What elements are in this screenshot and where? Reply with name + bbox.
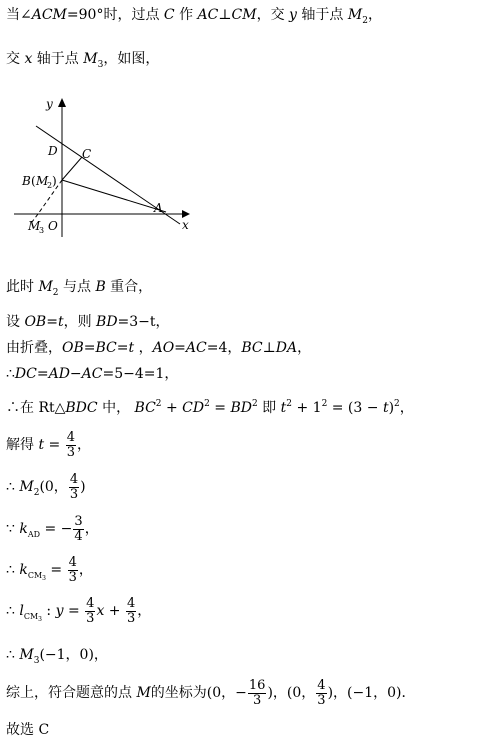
text-run: ， <box>137 603 152 619</box>
text-line-1 <box>6 6 382 30</box>
text-run: = <box>209 400 231 416</box>
subscript: CM <box>23 612 39 621</box>
text-run: 当∠ <box>6 7 32 23</box>
text-run: : <box>41 603 56 619</box>
text-run: ∴ <box>6 479 20 495</box>
text-run: 与点 <box>58 279 96 295</box>
subscript: 3 <box>33 656 40 666</box>
x-axis-arrow <box>182 210 190 218</box>
fraction <box>69 473 79 502</box>
superscript: 2 <box>286 399 293 409</box>
label-y: y <box>46 97 53 111</box>
fraction <box>126 597 136 626</box>
text-run: ∴ <box>6 647 20 663</box>
text-run: (0， <box>39 479 68 495</box>
text-run: ∴ <box>6 562 20 578</box>
fraction-denominator: 3 <box>68 569 77 585</box>
label-O: O <box>48 219 58 233</box>
text-line-9 <box>6 472 86 508</box>
subscript: 3 <box>97 60 104 70</box>
label-paren-close: ) <box>52 174 57 188</box>
fraction-numerator: 4 <box>86 595 95 611</box>
text-line-7 <box>6 395 414 417</box>
text-run: 即 <box>257 400 281 416</box>
label-B: B <box>22 174 31 188</box>
label-A: A <box>154 201 163 215</box>
fraction-numerator: 4 <box>68 554 77 570</box>
text-run: + 1 <box>292 400 322 416</box>
label-M2: M <box>36 174 49 188</box>
text-run: ∴ <box>6 366 15 382</box>
text-run: ， <box>367 7 382 23</box>
subscript: CM <box>27 571 43 580</box>
text-run: )，(0， <box>267 685 316 701</box>
subscript: 2 <box>362 16 368 26</box>
text-run: = <box>63 603 85 619</box>
text-run: 此时 <box>6 279 39 295</box>
text-line-13 <box>6 646 108 670</box>
text-run: M <box>38 279 53 295</box>
text-run: ， <box>134 340 153 356</box>
text-run: = (3 − <box>327 400 383 416</box>
text-run: y <box>289 7 297 23</box>
superscript: 2 <box>155 399 162 409</box>
label-x: x <box>182 218 189 232</box>
text-run: BD <box>96 314 118 330</box>
text-run: ∴ <box>6 603 20 619</box>
text-run: BD <box>230 400 252 416</box>
label-paren-open: ( <box>31 174 36 188</box>
text-run: x <box>96 603 105 619</box>
text-run: OB=BC=t <box>62 340 135 356</box>
fraction-denominator: 3 <box>127 610 136 626</box>
text-run: 解得 <box>6 437 39 453</box>
superscript: 2 <box>204 399 210 409</box>
text-line-4 <box>6 313 170 331</box>
fraction-denominator: 3 <box>66 444 76 460</box>
fraction <box>68 556 78 585</box>
text-run: ， <box>297 340 312 356</box>
fraction-denominator: 3 <box>69 486 79 502</box>
fraction-numerator: 4 <box>69 471 79 487</box>
fraction-numerator: 16 <box>248 677 266 693</box>
superscript: 2 <box>394 399 400 409</box>
text-run: ， <box>84 521 99 537</box>
text-run: 综上，符合题意的点 <box>6 685 137 701</box>
text-run: DC=AD−AC <box>14 366 103 382</box>
text-run: =3−t， <box>117 314 170 330</box>
fraction-numerator: 3 <box>74 513 83 529</box>
subscript: 2 <box>33 488 40 498</box>
label-M3-sub: 3 <box>39 226 45 235</box>
text-run: ∵ <box>6 521 20 537</box>
fraction-numerator: 4 <box>66 429 76 445</box>
fraction-numerator: 4 <box>317 677 326 693</box>
text-run: k <box>19 521 28 537</box>
text-line-11 <box>6 555 93 594</box>
subscript: AD <box>27 530 41 539</box>
text-run: x <box>24 51 33 67</box>
text-line-15 <box>6 721 49 739</box>
subscript: 3 <box>42 575 46 582</box>
text-run: M <box>19 647 34 663</box>
text-run: 轴于点 <box>32 51 84 67</box>
fraction <box>85 597 95 626</box>
label-D: D <box>48 144 58 158</box>
subscript: 2 <box>52 288 59 298</box>
segment-BC <box>62 157 82 180</box>
text-line-5 <box>6 339 311 357</box>
text-run: (0，− <box>206 685 247 701</box>
text-run: = <box>44 437 65 453</box>
fraction-numerator: 4 <box>127 595 136 611</box>
fraction <box>316 679 326 708</box>
label-M3: M <box>28 219 41 233</box>
text-run: ACM <box>31 7 67 23</box>
label-M2-sub: 2 <box>47 181 53 190</box>
text-run: + <box>104 603 125 619</box>
text-run: t <box>382 400 389 416</box>
text-run: 轴于点 <box>296 7 348 23</box>
text-run: =90°时，过点 <box>66 7 164 23</box>
text-run: ，则 <box>63 314 97 330</box>
text-run: M <box>83 51 98 67</box>
text-run: AC <box>197 7 219 23</box>
text-run: M <box>347 7 363 23</box>
text-run: ⊥ <box>262 340 276 356</box>
text-run: ， <box>399 400 414 416</box>
text-run: =4， <box>206 340 242 356</box>
fraction-denominator: 3 <box>317 692 326 708</box>
text-line-10 <box>6 514 99 550</box>
superscript: 2 <box>252 399 258 409</box>
text-run: 中， <box>97 400 135 416</box>
text-run: OB=t <box>24 314 64 330</box>
text-run: t <box>38 437 45 453</box>
text-run: l <box>19 603 24 619</box>
fraction <box>248 679 267 708</box>
text-run: CM <box>231 7 257 23</box>
fraction <box>73 515 83 544</box>
text-run: ，交 <box>256 7 290 23</box>
text-run: ) <box>80 479 86 495</box>
text-run: = <box>45 562 67 578</box>
geometry-figure <box>10 92 210 242</box>
text-line-6 <box>6 365 178 383</box>
text-run: AO=AC <box>152 340 207 356</box>
text-run: t <box>280 400 287 416</box>
text-run: BDC <box>65 400 98 416</box>
subscript: 3 <box>38 616 42 623</box>
segment-BA <box>62 180 166 212</box>
text-run: 故选 C <box>6 722 50 738</box>
text-run: 重合， <box>105 279 153 295</box>
text-run: ) <box>388 400 395 416</box>
text-run: y <box>55 603 64 619</box>
text-run: )，(−1，0)． <box>327 685 416 701</box>
text-run: ，如图， <box>103 51 160 67</box>
text-run: (−1，0)， <box>39 647 108 663</box>
text-run: M <box>136 685 151 701</box>
text-run: BC <box>134 400 156 416</box>
superscript: 2 <box>321 399 328 409</box>
text-run: ∴在 Rt△ <box>6 400 66 416</box>
fraction-denominator: 4 <box>74 528 83 544</box>
text-run: M <box>19 479 34 495</box>
text-line-14 <box>6 676 416 710</box>
text-run: 的坐标为 <box>150 685 207 701</box>
text-run: =5−4=1， <box>102 366 179 382</box>
text-run: 交 <box>6 51 25 67</box>
fraction <box>66 431 76 460</box>
text-run: ， <box>77 437 92 453</box>
text-run: 由折叠， <box>6 340 62 356</box>
label-C: C <box>82 147 92 161</box>
text-line-2 <box>6 50 159 74</box>
text-run: BC <box>241 340 263 356</box>
text-run: 作 <box>174 7 198 23</box>
text-run: B <box>95 279 106 295</box>
text-run: CD <box>182 400 205 416</box>
text-run: C <box>163 7 175 23</box>
text-run: ， <box>78 562 93 578</box>
text-run: ⊥ <box>218 7 232 23</box>
text-line-12 <box>6 596 151 635</box>
text-line-8 <box>6 430 91 460</box>
text-run: + <box>161 400 183 416</box>
text-line-3 <box>6 278 152 302</box>
fraction-denominator: 3 <box>86 610 95 626</box>
text-run: = − <box>40 521 73 537</box>
y-axis-arrow <box>58 98 66 107</box>
text-run: DA <box>275 340 298 356</box>
fraction-denominator: 3 <box>253 692 262 708</box>
text-run: k <box>19 562 28 578</box>
text-run: 设 <box>6 314 25 330</box>
